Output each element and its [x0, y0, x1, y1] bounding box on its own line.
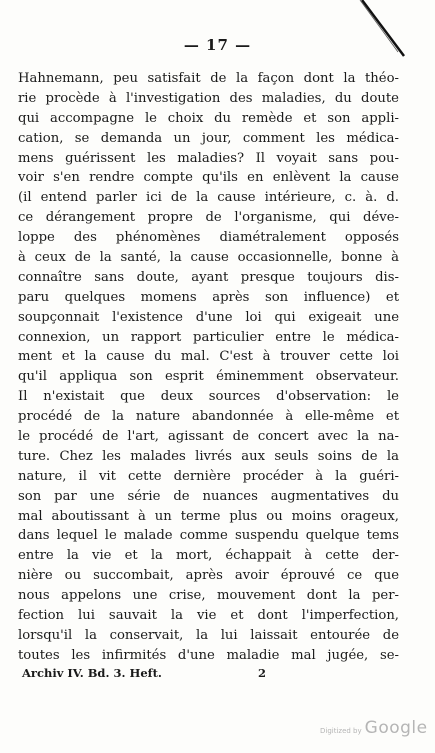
- text-line: fection lui sauvait la vie et dont l'imperfection,: [18, 608, 399, 624]
- text-line: toutes les infirmités d'une maladie mal jugée, se-: [18, 647, 399, 663]
- text-line: Il n'existait que deux sources d'observation: le: [18, 389, 399, 405]
- digitization-watermark: [320, 718, 428, 738]
- text-line: ce dérangement propre de l'organisme, qui déve-: [18, 210, 399, 226]
- text-line: connexion, un rapport particulier entre le médica-: [18, 329, 399, 345]
- text-line: Hahnemann, peu satisfait de la façon dont la théo-: [18, 71, 399, 86]
- text-line: le procédé de l'art, agissant de concert avec la na-: [18, 429, 399, 445]
- text-line: paru quelques momens après son influence) et: [18, 289, 399, 305]
- text-line: nous appelons une crise, mouvement dont la per-: [18, 588, 399, 604]
- sheet-number: 2: [258, 666, 267, 680]
- text-line: entre la vie et la mort, échappait à cette der-: [18, 548, 399, 564]
- text-line: qui accompagne le choix du remède et son appli-: [18, 110, 399, 126]
- text-line: cation, se demanda un jour, comment les médica-: [18, 130, 399, 146]
- text-line: connaître sans doute, ayant presque toujours dis-: [18, 269, 399, 285]
- text-line: procédé de la nature abandonnée à elle-même et: [18, 409, 399, 425]
- text-line: ment et la cause du mal. C'est à trouver cette loi: [18, 349, 399, 365]
- watermark-prefix: Digitized by: [320, 727, 362, 735]
- watermark-brand: Google: [364, 718, 428, 738]
- text-line: mens guérissent les maladies? Il voyait sans pou-: [18, 150, 399, 166]
- text-line: ture. Chez les malades livrés aux seuls soins de la: [18, 448, 399, 464]
- text-line: mal aboutissant à un terme plus ou moins orageux,: [18, 508, 399, 524]
- text-line: rie procède à l'investigation des maladies, du doute: [18, 90, 399, 106]
- text-line: lorsqu'il la conservait, la lui laissait entourée de: [18, 627, 399, 643]
- signature-mark: Archiv IV. Bd. 3. Heft.: [22, 666, 162, 680]
- text-line: à ceux de la santé, la cause occasionnelle, bonne à: [18, 250, 399, 266]
- text-line: nière ou succombait, après avoir éprouvé ce que: [18, 568, 399, 584]
- text-line: dans lequel le malade comme suspendu quelque tems: [18, 528, 399, 544]
- text-line: qu'il appliqua son esprit éminemment observateur.: [18, 369, 399, 385]
- text-line: voir s'en rendre compte qu'ils en enlèvent la cause: [18, 170, 399, 186]
- text-line: loppe des phénomènes diamétralement opposés: [18, 230, 399, 246]
- text-line: nature, il vit cette dernière procéder à la guéri-: [18, 468, 399, 484]
- text-line: (il entend parler ici de la cause intérieure, c. à. d.: [18, 190, 399, 206]
- text-line: son par une série de nuances augmentatives du: [18, 488, 399, 504]
- body-paragraph: [18, 69, 399, 666]
- text-line: soupçonnait l'existence d'une loi qui exigeait une: [18, 309, 399, 325]
- page-number: — 17 —: [183, 36, 252, 54]
